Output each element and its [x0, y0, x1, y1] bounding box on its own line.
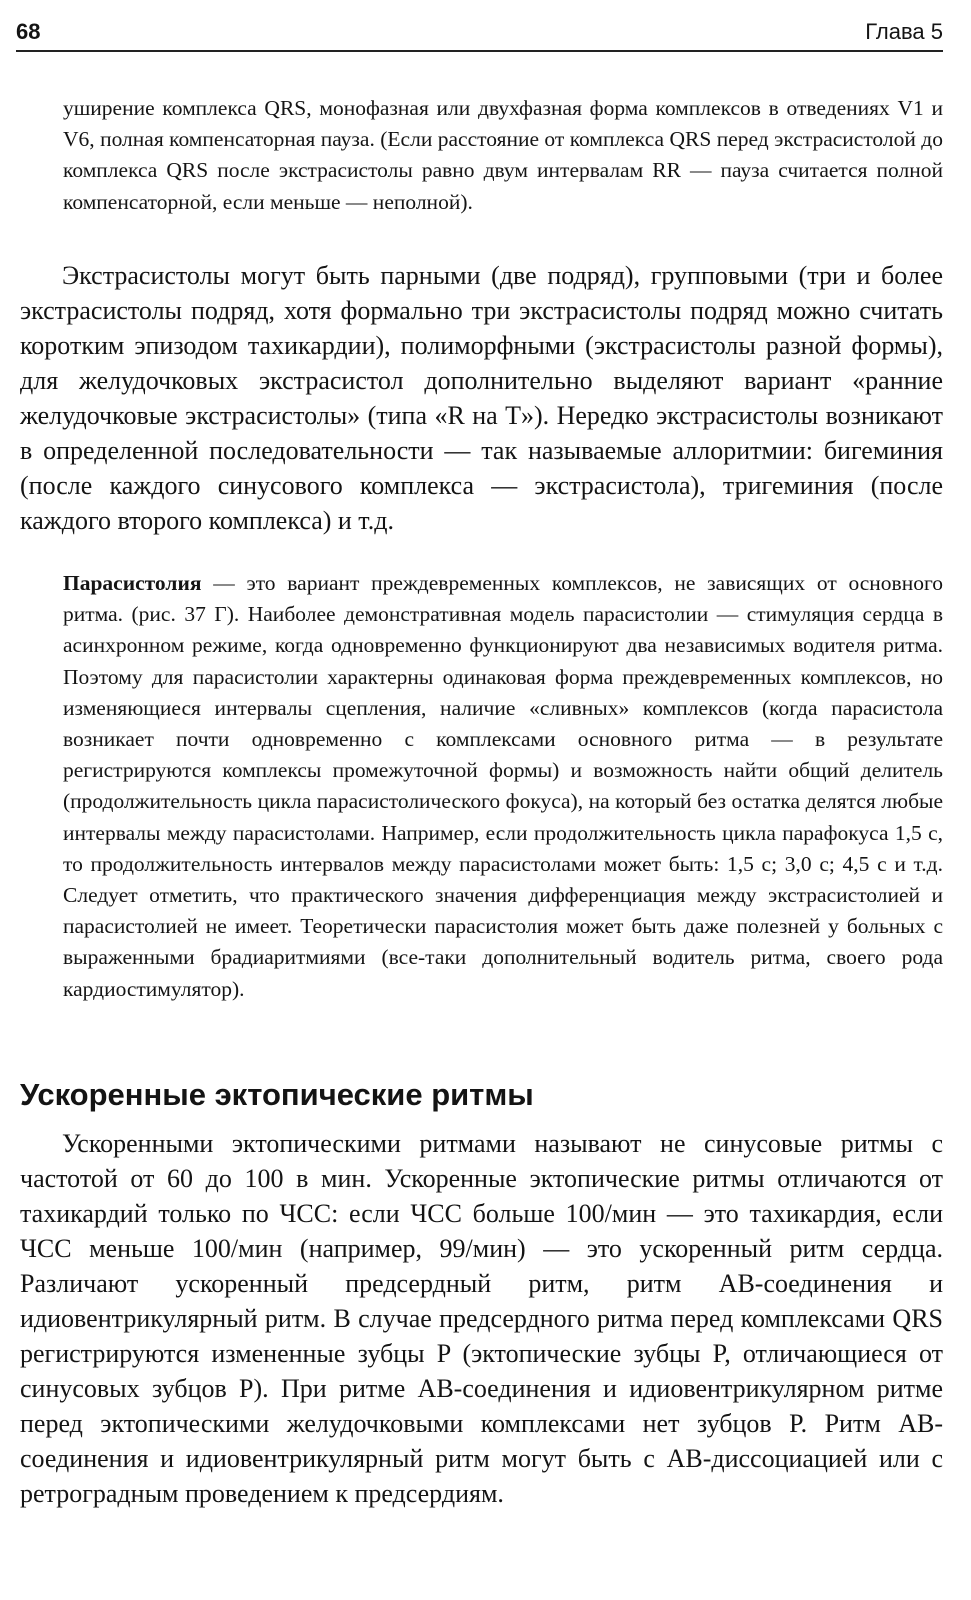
- paragraph-extrasystole-types: Экстрасистолы могут быть парными (две подряд), групповыми (три и более экстрасистолы подряд, хотя формально три экстрасистолы подряд можно считать коротким эпизодом тахикардии), полиморфными (экстрасистолы разной формы), для желудочковых экстрасистол дополнительно выделяют вариант «ранние желудочковые экстрасистолы» (типа «R на T»). Нередко экстрасистолы возникают в определенной последовательности — так называемые аллоритмии: бигеминия (после каждого синусового комплекса — экстрасистола), тригеминия (после каждого второго комплекса) и т.д.: [20, 261, 943, 535]
- section-heading: Ускоренные эктопические ритмы: [20, 1077, 534, 1112]
- paragraph-accelerated-rhythms: Ускоренными эктопическими ритмами называют не синусовые ритмы с частотой от 60 до 100 в мин. Ускоренные эктопические ритмы отличаются от тахикардий только по ЧСС: если ЧСС больше 100/мин — это тахикардия, если ЧСС меньше 100/мин (например, 99/мин) — это ускоренный ритм сердца. Различают ускоренный предсердный ритм, ритм АВ-соединения и идиовентрикулярный ритм. В случае предсердного ритма перед комплексами QRS регистрируются измененные зубцы P (эктопические зубцы P, отличающиеся от синусовых зубцов P). При ритме АВ-соединения и идиовентрикулярном ритме перед эктопическими желудочковыми комплексами нет зубцов P. Ритм АВ-соединения и идиовентрикулярный ритм могут быть с АВ-диссоциацией или с ретроградным проведением к предсердиям.: [20, 1129, 943, 1508]
- parasystole-text: — это вариант преждевременных комплексов, не зависящих от основного ритма. (рис. 37 Г). Наиболее демонстративная модель парасистолии — стимуляция сердца в асинхронном режиме, когда одновременно функционируют два независимых водителя ритма. Поэтому для парасистолии характерны одинаковая форма преждевременных комплексов, но изменяющиеся интервалы сцепления, наличие «сливных» комплексов (когда парасистола возникает почти одновременно с комплексами основного ритма — в результате регистрируются комплексы промежуточной формы) и возможность найти общий делитель (продолжительность цикла парасистолического фокуса), на который без остатка делятся любые интервалы между парасистолами. Например, если продолжительность цикла парафокуса 1,5 с, то продолжительность интервалов между парасистолами может быть: 1,5 с; 3,0 с; 4,5 с и т.д. Следует отметить, что практического значения дифференциация между экстрасистолией и парасистолией не имеет. Теоретически парасистолия может быть даже полезней у больных с выраженными брадиаритмиями (все-таки дополнительный водитель ритма, своего рода кардиостимулятор).: [63, 571, 943, 1001]
- page-header: [16, 18, 943, 52]
- chapter-title: Глава 5: [865, 19, 943, 44]
- term-parasystole: Парасистолия: [63, 571, 202, 595]
- page-number: 68: [16, 19, 41, 44]
- paragraph-qrs-criteria: уширение комплекса QRS, монофазная или двухфазная форма комплексов в отведениях V1 и V6, полная компенсаторная пауза. (Если расстояние от комплекса QRS перед экстрасистолой до комплекса QRS после экстрасистолы равно двум интервалам RR — пауза считается полной компенсаторной, если меньше — неполной).: [63, 96, 943, 214]
- paragraph-parasystole: [63, 568, 943, 1005]
